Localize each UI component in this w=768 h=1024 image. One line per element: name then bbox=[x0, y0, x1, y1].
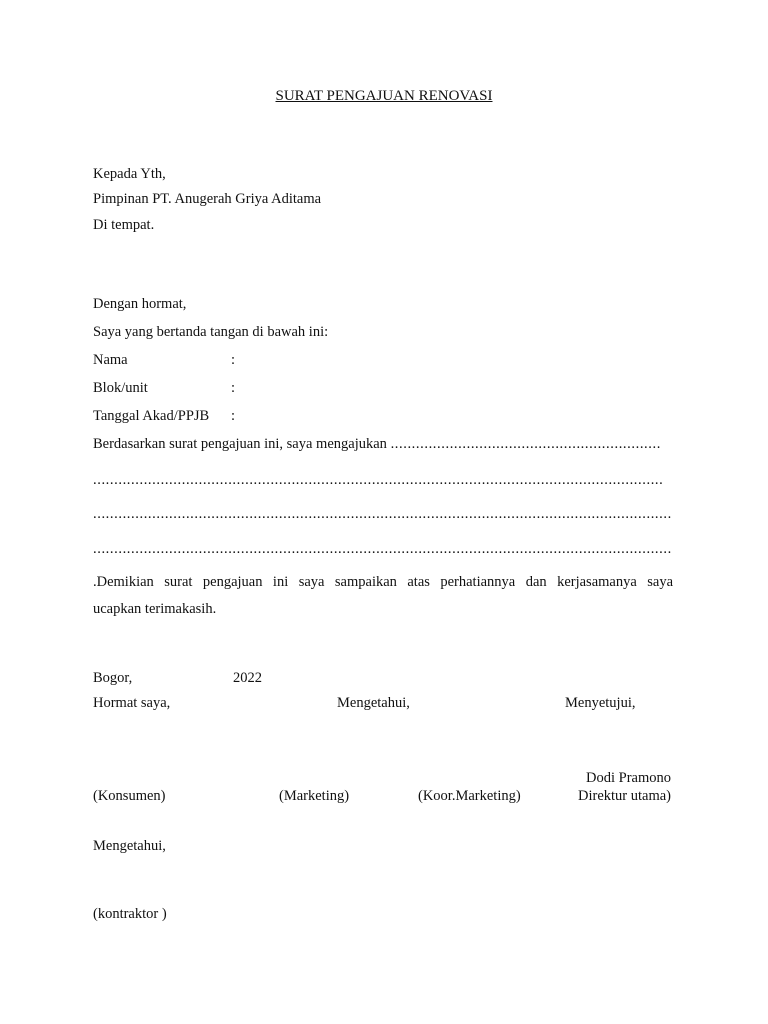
request-line bbox=[93, 437, 661, 452]
place: Bogor, bbox=[93, 670, 133, 686]
sign-koor-marketing: (Koor.Marketing) bbox=[418, 788, 521, 804]
greeting: Dengan hormat, bbox=[93, 296, 187, 312]
director-name: Dodi Pramono bbox=[586, 770, 671, 786]
sign-menyetujui: Menyetujui, bbox=[565, 695, 636, 711]
year: 2022 bbox=[233, 670, 262, 686]
address-line-2: Pimpinan PT. Anugerah Griya Aditama bbox=[93, 191, 322, 207]
dotted-line-2: ......................................................................................................................................... bbox=[93, 507, 672, 522]
field-colon-tanggal: : bbox=[231, 408, 236, 424]
intro-text: Saya yang bertanda tangan di bawah ini: bbox=[93, 324, 329, 340]
field-label-tanggal: Tanggal Akad/PPJB bbox=[93, 408, 210, 424]
request-prefix: Berdasarkan surat pengajuan ini, saya mengajukan bbox=[93, 436, 387, 452]
letter-title: SURAT PENGAJUAN RENOVASI bbox=[275, 88, 493, 104]
field-label-nama: Nama bbox=[93, 352, 128, 368]
field-colon-blok: : bbox=[231, 380, 236, 396]
dotted-line-1: ....................................................................................................................................... bbox=[93, 473, 664, 488]
sign-konsumen: (Konsumen) bbox=[93, 788, 166, 804]
address-line-3: Di tempat. bbox=[93, 217, 155, 233]
sign-marketing: (Marketing) bbox=[279, 788, 350, 804]
sign-kontraktor: (kontraktor ) bbox=[93, 906, 167, 922]
address-line-1: Kepada Yth, bbox=[93, 166, 166, 182]
director-title: Direktur utama) bbox=[577, 788, 671, 804]
field-colon-nama: : bbox=[231, 352, 236, 368]
field-label-blok: Blok/unit bbox=[93, 380, 148, 396]
sign-mengetahui: Mengetahui, bbox=[337, 695, 410, 711]
closing-line-2: ucapkan terimakasih. bbox=[93, 601, 217, 617]
sign-mengetahui-2: Mengetahui, bbox=[93, 838, 166, 854]
request-dots-inline: ................................................................ bbox=[390, 436, 661, 452]
dotted-line-3: ......................................................................................................................................... bbox=[93, 542, 672, 557]
closing-line-1: .Demikian surat pengajuan ini saya sampaikan atas perhatiannya dan kerjasamanya saya bbox=[93, 574, 673, 590]
sign-hormat-saya: Hormat saya, bbox=[93, 695, 171, 711]
